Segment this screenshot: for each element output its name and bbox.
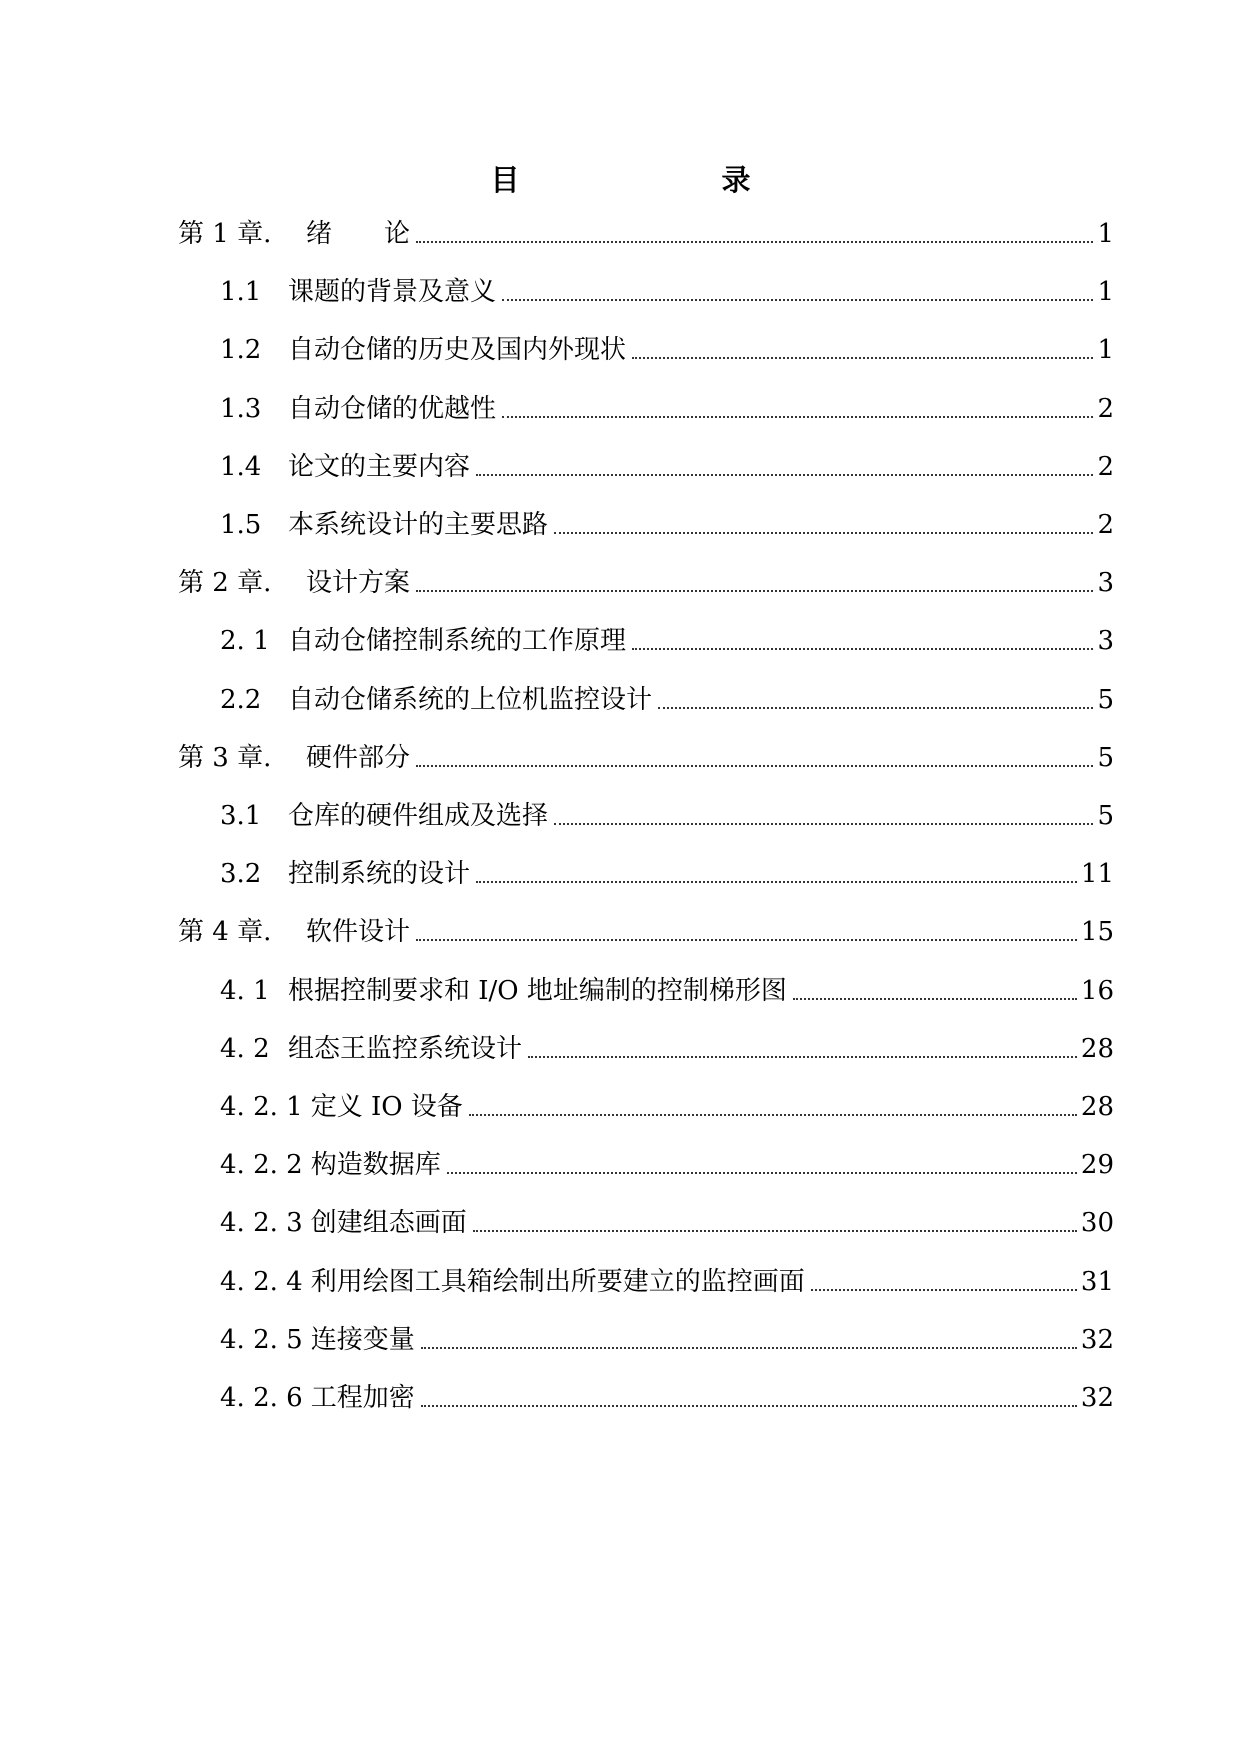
dot-leader bbox=[502, 275, 1093, 309]
toc-entry-subsection[interactable] bbox=[0, 1196, 1241, 1240]
toc-entry-number: 1.1 bbox=[220, 277, 262, 308]
dot-leader bbox=[793, 974, 1077, 1008]
toc-entry-number: 4. 2 bbox=[220, 1033, 270, 1064]
dot-leader bbox=[416, 741, 1093, 775]
toc-entry-section[interactable] bbox=[0, 673, 1241, 717]
dot-leader bbox=[632, 333, 1093, 367]
toc-entry-title: 本系统设计的主要思路 bbox=[288, 510, 549, 540]
toc-entry-page-number: 29 bbox=[1080, 1150, 1114, 1181]
toc-entry-title: 组态王监控系统设计 bbox=[288, 1033, 523, 1064]
toc-entry-title: 控制系统的设计 bbox=[288, 859, 471, 890]
toc-entry-page-number: 31 bbox=[1080, 1266, 1114, 1297]
toc-entry-subsection[interactable] bbox=[0, 1371, 1241, 1415]
dot-leader bbox=[416, 915, 1077, 949]
dot-leader bbox=[632, 624, 1093, 658]
toc-entry-section[interactable] bbox=[0, 789, 1241, 833]
toc-entry-section[interactable] bbox=[0, 440, 1241, 484]
toc-entry-number: 4. 2. 4 bbox=[220, 1266, 303, 1297]
page-title: 目 录 bbox=[490, 163, 799, 197]
toc-entry-page-number: 28 bbox=[1080, 1092, 1114, 1122]
toc-entry-number: 4. 2. 1 bbox=[220, 1092, 303, 1122]
toc-entry-number: 3.1 bbox=[220, 801, 262, 831]
toc-entry-subsection[interactable] bbox=[0, 1255, 1241, 1299]
dot-leader bbox=[476, 450, 1093, 484]
toc-entry-section[interactable] bbox=[0, 1022, 1241, 1066]
dot-leader bbox=[416, 217, 1093, 251]
toc-entry-title: 创建组态画面 bbox=[310, 1208, 467, 1239]
toc-entry-number: 4. 2. 3 bbox=[220, 1208, 303, 1239]
toc-entry-section[interactable] bbox=[0, 498, 1241, 542]
dot-leader bbox=[811, 1265, 1077, 1299]
toc-entry-page-number: 2 bbox=[1097, 510, 1114, 540]
dot-leader bbox=[476, 857, 1077, 891]
toc-entry-subsection[interactable] bbox=[0, 1313, 1241, 1357]
toc-entry-title: 硬件部分 bbox=[306, 742, 411, 773]
toc-entry-title: 论文的主要内容 bbox=[288, 451, 471, 482]
toc-entry-chapter[interactable] bbox=[0, 905, 1241, 949]
toc-entry-number: 第 2 章. bbox=[178, 568, 272, 599]
toc-entry-title: 根据控制要求和 I/O 地址编制的控制梯形图 bbox=[288, 975, 787, 1006]
dot-leader bbox=[554, 508, 1093, 542]
toc-entry-page-number: 3 bbox=[1097, 626, 1114, 657]
toc-entry-page-number: 5 bbox=[1097, 742, 1114, 773]
toc-entry-number: 1.2 bbox=[220, 335, 262, 366]
toc-entry-number: 2.2 bbox=[220, 684, 262, 715]
dot-leader bbox=[421, 1381, 1077, 1415]
toc-entry-title: 自动仓储系统的上位机监控设计 bbox=[288, 684, 653, 715]
toc-entry-number: 4. 2. 6 bbox=[220, 1383, 303, 1413]
toc-entry-page-number: 28 bbox=[1080, 1033, 1114, 1064]
toc-entry-subsection[interactable] bbox=[0, 1138, 1241, 1182]
toc-entry-page-number: 1 bbox=[1097, 277, 1114, 308]
toc-entry-title: 课题的背景及意义 bbox=[288, 277, 497, 308]
dot-leader bbox=[554, 799, 1093, 833]
toc-entry-page-number: 32 bbox=[1080, 1324, 1114, 1355]
dot-leader bbox=[473, 1206, 1077, 1240]
toc-entry-page-number: 1 bbox=[1097, 219, 1114, 249]
dot-leader bbox=[528, 1032, 1077, 1066]
toc-entry-page-number: 2 bbox=[1097, 393, 1114, 424]
dot-leader bbox=[421, 1323, 1077, 1357]
toc-entry-number: 2. 1 bbox=[220, 626, 270, 657]
toc-entry-section[interactable] bbox=[0, 847, 1241, 891]
toc-entry-number: 1.5 bbox=[220, 510, 262, 540]
toc-entry-title: 绪 论 bbox=[306, 219, 411, 249]
toc-entry-number: 4. 1 bbox=[220, 975, 270, 1006]
toc-entry-section[interactable] bbox=[0, 323, 1241, 367]
toc-entry-title: 连接变量 bbox=[310, 1324, 415, 1355]
dot-leader bbox=[416, 566, 1093, 600]
toc-entry-chapter[interactable] bbox=[0, 207, 1241, 251]
toc-entry-title: 仓库的硬件组成及选择 bbox=[288, 801, 549, 831]
toc-entry-number: 3.2 bbox=[220, 859, 262, 890]
toc-entry-title: 利用绘图工具箱绘制出所要建立的监控画面 bbox=[310, 1266, 805, 1297]
toc-entry-chapter[interactable] bbox=[0, 556, 1241, 600]
toc-entry-page-number: 1 bbox=[1097, 335, 1114, 366]
toc-entry-number: 第 1 章. bbox=[178, 219, 272, 249]
toc-entry-page-number: 5 bbox=[1097, 801, 1114, 831]
toc-entry-title: 工程加密 bbox=[310, 1383, 415, 1413]
toc-entry-number: 第 3 章. bbox=[178, 742, 272, 773]
toc-entry-title: 定义 IO 设备 bbox=[310, 1092, 463, 1122]
toc-entry-page-number: 3 bbox=[1097, 568, 1114, 599]
toc-entry-number: 1.4 bbox=[220, 451, 262, 482]
toc-entry-page-number: 32 bbox=[1080, 1383, 1114, 1413]
toc-entry-title: 设计方案 bbox=[306, 568, 411, 599]
toc-entry-page-number: 11 bbox=[1080, 859, 1114, 890]
toc-entry-chapter[interactable] bbox=[0, 731, 1241, 775]
toc-entry-title: 自动仓储的历史及国内外现状 bbox=[288, 335, 627, 366]
toc-entry-section[interactable] bbox=[0, 614, 1241, 658]
dot-leader bbox=[469, 1090, 1077, 1124]
toc-entry-page-number: 2 bbox=[1097, 451, 1114, 482]
dot-leader bbox=[502, 392, 1093, 426]
toc-entry-number: 4. 2. 2 bbox=[220, 1150, 303, 1181]
toc-entry-page-number: 5 bbox=[1097, 684, 1114, 715]
toc-entry-title: 自动仓储的优越性 bbox=[288, 393, 497, 424]
toc-entry-title: 软件设计 bbox=[306, 917, 411, 948]
toc-entry-number: 第 4 章. bbox=[178, 917, 272, 948]
dot-leader bbox=[658, 683, 1093, 717]
toc-entry-page-number: 30 bbox=[1080, 1208, 1114, 1239]
toc-entry-number: 1.3 bbox=[220, 393, 262, 424]
toc-entry-page-number: 16 bbox=[1080, 975, 1114, 1006]
toc-entry-section[interactable] bbox=[0, 265, 1241, 309]
dot-leader bbox=[447, 1148, 1077, 1182]
toc-entry-page-number: 15 bbox=[1080, 917, 1114, 948]
toc-entry-section[interactable] bbox=[0, 964, 1241, 1008]
toc-entry-section[interactable] bbox=[0, 382, 1241, 426]
toc-entry-number: 4. 2. 5 bbox=[220, 1324, 303, 1355]
toc-entry-title: 构造数据库 bbox=[310, 1150, 441, 1181]
toc-entry-title: 自动仓储控制系统的工作原理 bbox=[288, 626, 627, 657]
toc-entry-subsection[interactable] bbox=[0, 1080, 1241, 1124]
